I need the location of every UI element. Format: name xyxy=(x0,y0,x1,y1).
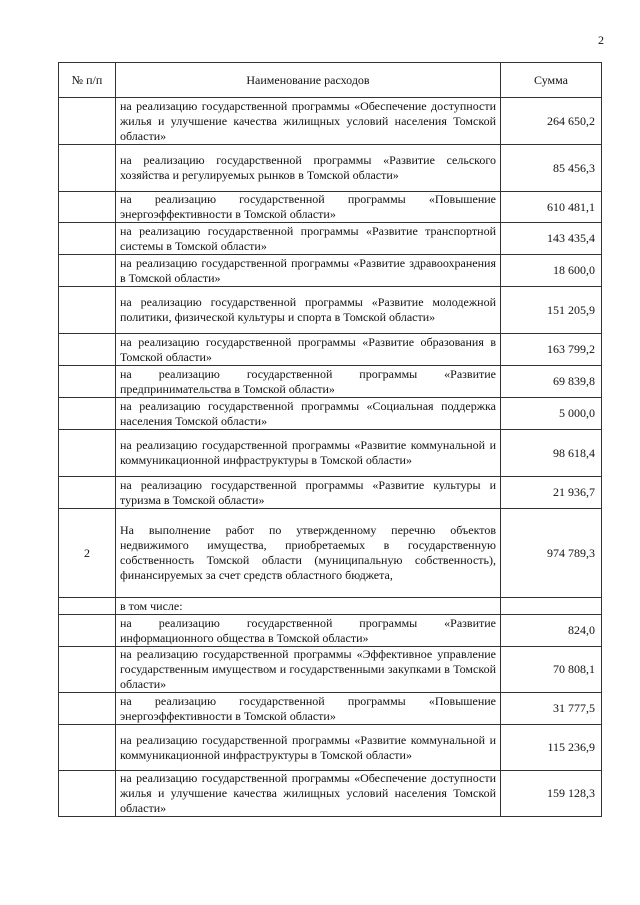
table-row xyxy=(59,430,602,477)
row-num xyxy=(59,430,116,477)
row-name: на реализацию государственной программы «Эффективное управление государственным имуществом и государственными закупками в Томской области» xyxy=(116,647,501,693)
row-name: на реализацию государственной программы «Развитие информационного общества в Томской области» xyxy=(116,615,501,647)
row-num xyxy=(59,192,116,223)
row-sum: 163 799,2 xyxy=(501,334,602,366)
row-num xyxy=(59,615,116,647)
row-sum: 824,0 xyxy=(501,615,602,647)
row-name: на реализацию государственной программы «Развитие здравоохранения в Томской области» xyxy=(116,255,501,287)
row-num xyxy=(59,255,116,287)
header-sum: Сумма xyxy=(501,63,602,98)
header-name: Наименование расходов xyxy=(116,63,501,98)
page-number: 2 xyxy=(598,33,604,47)
row-sum: 21 936,7 xyxy=(501,477,602,509)
row-sum: 18 600,0 xyxy=(501,255,602,287)
expenses-table xyxy=(58,62,602,817)
row-name: на реализацию государственной программы «Повышение энергоэффективности в Томской области» xyxy=(116,693,501,725)
row-name: на реализацию государственной программы «Развитие коммунальной и коммуникационной инфраструктуры в Томской области» xyxy=(116,430,501,477)
row-sum: 264 650,2 xyxy=(501,98,602,145)
row-num xyxy=(59,693,116,725)
row-num: 2 xyxy=(59,509,116,598)
row-sum: 151 205,9 xyxy=(501,287,602,334)
row-name: на реализацию государственной программы «Обеспечение доступности жилья и улучшение качества жилищных условий населения Томской области» xyxy=(116,98,501,145)
row-num xyxy=(59,366,116,398)
table-row xyxy=(59,771,602,817)
row-sum: 974 789,3 xyxy=(501,509,602,598)
row-name: на реализацию государственной программы «Развитие культуры и туризма в Томской области» xyxy=(116,477,501,509)
row-sum: 85 456,3 xyxy=(501,145,602,192)
row-num xyxy=(59,647,116,693)
row-name: на реализацию государственной программы «Развитие предпринимательства в Томской области» xyxy=(116,366,501,398)
row-num xyxy=(59,98,116,145)
table-row xyxy=(59,98,602,145)
table-row xyxy=(59,223,602,255)
row-name: на реализацию государственной программы «Развитие молодежной политики, физической культуры и спорта в Томской области» xyxy=(116,287,501,334)
table-row xyxy=(59,398,602,430)
row-sum: 70 808,1 xyxy=(501,647,602,693)
row-num xyxy=(59,477,116,509)
row-name: на реализацию государственной программы «Развитие транспортной системы в Томской области» xyxy=(116,223,501,255)
row-sum: 98 618,4 xyxy=(501,430,602,477)
row-num xyxy=(59,598,116,615)
row-sum: 159 128,3 xyxy=(501,771,602,817)
row-name: на реализацию государственной программы «Обеспечение доступности жилья и улучшение качества жилищных условий населения Томской области» xyxy=(116,771,501,817)
row-sum: 69 839,8 xyxy=(501,366,602,398)
row-num xyxy=(59,771,116,817)
table-row xyxy=(59,693,602,725)
row-sum: 610 481,1 xyxy=(501,192,602,223)
table-row xyxy=(59,598,602,615)
row-sum: 143 435,4 xyxy=(501,223,602,255)
row-sum: 5 000,0 xyxy=(501,398,602,430)
table-row xyxy=(59,192,602,223)
table-row xyxy=(59,145,602,192)
row-sum xyxy=(501,598,602,615)
table-row xyxy=(59,725,602,771)
table-row xyxy=(59,615,602,647)
row-name: на реализацию государственной программы «Развитие коммунальной и коммуникационной инфраструктуры в Томской области» xyxy=(116,725,501,771)
row-num xyxy=(59,398,116,430)
table-row xyxy=(59,477,602,509)
row-sum: 115 236,9 xyxy=(501,725,602,771)
row-num xyxy=(59,725,116,771)
table-row xyxy=(59,287,602,334)
row-num xyxy=(59,334,116,366)
table-row xyxy=(59,509,602,598)
header-num: № п/п xyxy=(59,63,116,98)
row-sum: 31 777,5 xyxy=(501,693,602,725)
table-row xyxy=(59,366,602,398)
row-name: на реализацию государственной программы «Повышение энергоэффективности в Томской области» xyxy=(116,192,501,223)
table-header-row xyxy=(59,63,602,98)
row-num xyxy=(59,145,116,192)
table-row xyxy=(59,255,602,287)
row-name: на реализацию государственной программы «Развитие образования в Томской области» xyxy=(116,334,501,366)
row-name: в том числе: xyxy=(116,598,501,615)
table-row xyxy=(59,647,602,693)
row-name: На выполнение работ по утвержденному перечню объектов недвижимого имущества, приобретаемых в государственную собственность Томской области (муниципальную собственность), финансируемых за счет средств областного бюджета, xyxy=(116,509,501,598)
row-num xyxy=(59,223,116,255)
table-row xyxy=(59,334,602,366)
row-name: на реализацию государственной программы «Развитие сельского хозяйства и регулируемых рынков в Томской области» xyxy=(116,145,501,192)
row-name: на реализацию государственной программы «Социальная поддержка населения Томской области» xyxy=(116,398,501,430)
row-num xyxy=(59,287,116,334)
